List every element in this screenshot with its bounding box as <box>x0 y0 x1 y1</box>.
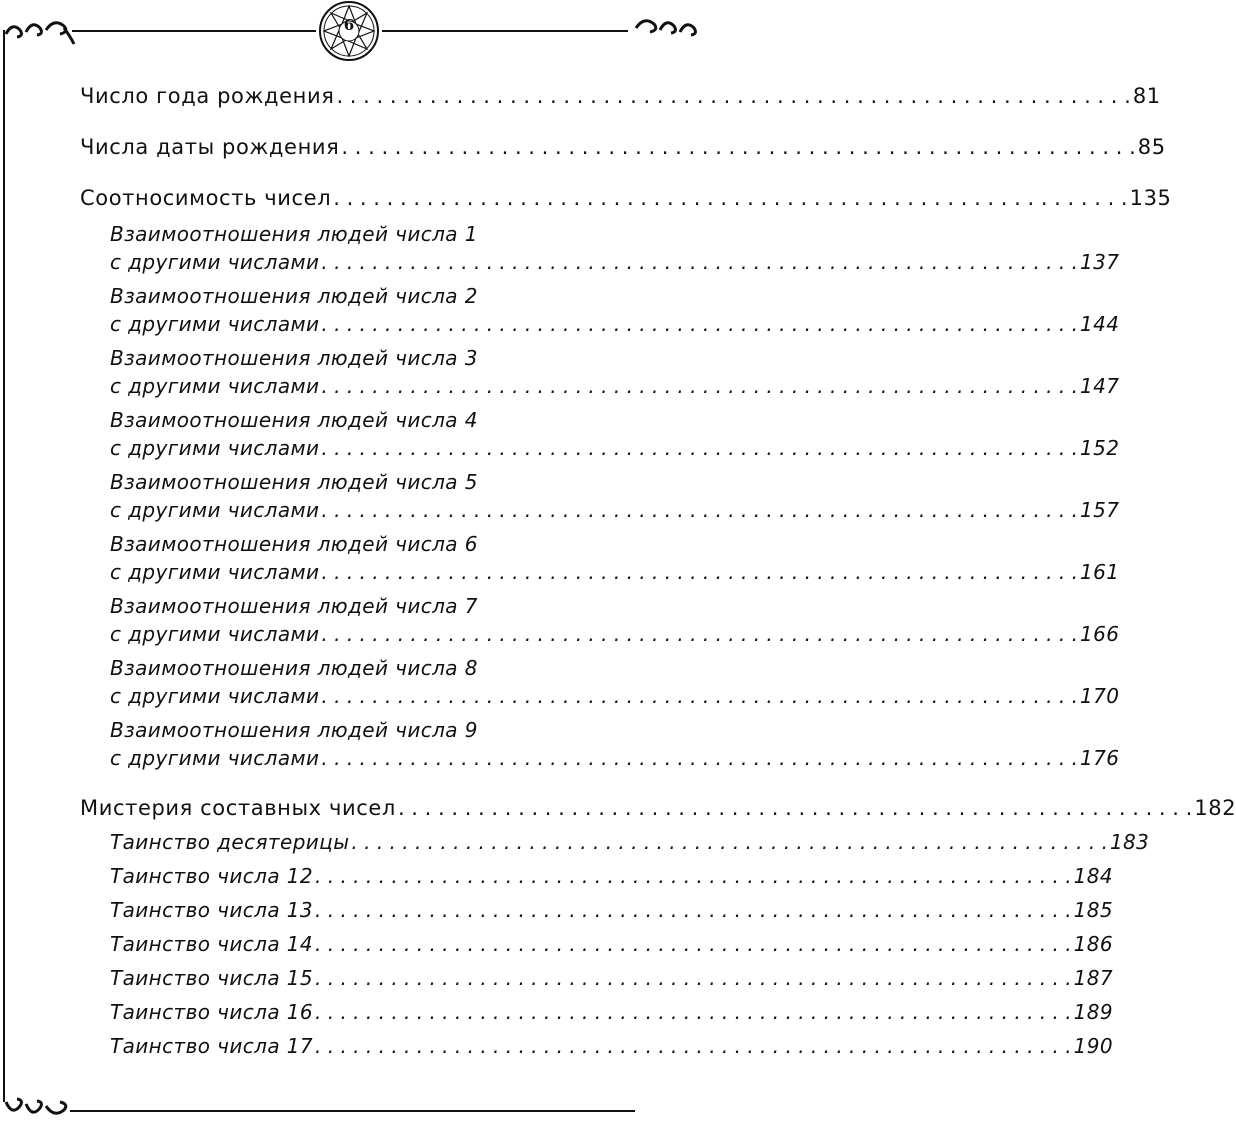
dot-leader: . . . . . . . . . . . . . . . . . . . . . . . . . . . . . . . . . . . . . . . . . . . . . . . . . . . . . . . . . . . . <box>315 1000 1072 1024</box>
toc-entry-label: с другими числами <box>110 560 320 584</box>
toc-entry-label: Таинство числа 17 <box>110 1034 314 1058</box>
toc-entry[interactable] <box>110 830 1150 854</box>
toc-page-number: 184 <box>1073 864 1113 888</box>
dot-leader: . . . . . . . . . . . . . . . . . . . . . . . . . . . . . . . . . . . . . . . . . . . . . . . . . . . . . . . . . . . . <box>315 1034 1072 1058</box>
toc-entry[interactable] <box>110 684 1120 708</box>
dot-leader: . . . . . . . . . . . . . . . . . . . . . . . . . . . . . . . . . . . . . . . . . . . . . . . . . . . . . . . . . . . . <box>321 622 1078 646</box>
toc-page-number: 152 <box>1079 436 1120 460</box>
dot-leader: . . . . . . . . . . . . . . . . . . . . . . . . . . . . . . . . . . . . . . . . . . . . . . . . . . . . . . . . . . . . <box>321 746 1078 770</box>
toc-page-number: 85 <box>1137 135 1166 159</box>
toc-entry[interactable] <box>110 932 1113 956</box>
dot-leader: . . . . . . . . . . . . . . . . . . . . . . . . . . . . . . . . . . . . . . . . . . . . . . . . . . . . . . . . . . . . <box>321 560 1078 584</box>
toc-entry-title-line: Взаимоотношения людей числа 7 <box>110 594 478 618</box>
toc-entry-label: Таинство числа 15 <box>110 966 314 990</box>
toc-entry-label: с другими числами <box>110 312 320 336</box>
toc-entry[interactable] <box>110 966 1113 990</box>
toc-entry[interactable] <box>110 312 1120 336</box>
toc-entry[interactable] <box>110 898 1113 922</box>
toc-entry[interactable] <box>110 436 1120 460</box>
toc-entry[interactable] <box>110 1034 1113 1058</box>
toc-entry[interactable] <box>110 1000 1113 1024</box>
dot-leader: . . . . . . . . . . . . . . . . . . . . . . . . . . . . . . . . . . . . . . . . . . . . . . . . . . . . . . . . . . . . <box>321 684 1078 708</box>
dot-leader: . . . . . . . . . . . . . . . . . . . . . . . . . . . . . . . . . . . . . . . . . . . . . . . . . . . . . . . . . . . . <box>321 436 1078 460</box>
dot-leader: . . . . . . . . . . . . . . . . . . . . . . . . . . . . . . . . . . . . . . . . . . . . . . . . . . . . . . . . . . . . <box>321 374 1078 398</box>
toc-entry[interactable] <box>110 746 1120 770</box>
toc-entry-label: с другими числами <box>110 374 320 398</box>
toc-entry-label: Числа даты рождения <box>80 135 340 159</box>
dot-leader: . . . . . . . . . . . . . . . . . . . . . . . . . . . . . . . . . . . . . . . . . . . . . . . . . . . . . . . . . . . . <box>315 864 1072 888</box>
dot-leader: . . . . . . . . . . . . . . . . . . . . . . . . . . . . . . . . . . . . . . . . . . . . . . . . . . . . . . . . . . . . <box>333 186 1128 210</box>
dot-leader: . . . . . . . . . . . . . . . . . . . . . . . . . . . . . . . . . . . . . . . . . . . . . . . . . . . . . . . . . . . . <box>321 250 1078 274</box>
toc-entry-label: с другими числами <box>110 746 320 770</box>
toc-page-number: 176 <box>1079 746 1120 770</box>
dot-leader: . . . . . . . . . . . . . . . . . . . . . . . . . . . . . . . . . . . . . . . . . . . . . . . . . . . . . . . . . . . . <box>321 312 1078 336</box>
toc-entry-title-line: Взаимоотношения людей числа 5 <box>110 470 478 494</box>
dot-leader: . . . . . . . . . . . . . . . . . . . . . . . . . . . . . . . . . . . . . . . . . . . . . . . . . . . . . . . . . . . . <box>336 84 1131 108</box>
toc-entry[interactable] <box>80 796 1236 820</box>
toc-page-number: 147 <box>1079 374 1120 398</box>
toc-page-number: 161 <box>1079 560 1120 584</box>
toc-page-number: 182 <box>1194 796 1236 820</box>
toc-entry-title-line: Взаимоотношения людей числа 1 <box>110 222 478 246</box>
toc-page-number: 170 <box>1079 684 1120 708</box>
toc-entry-label: Таинство числа 16 <box>110 1000 314 1024</box>
toc-entry-label: Таинство числа 14 <box>110 932 314 956</box>
toc-entry[interactable] <box>110 864 1113 888</box>
toc-page-number: 185 <box>1073 898 1113 922</box>
toc-entry-label: с другими числами <box>110 622 320 646</box>
dot-leader: . . . . . . . . . . . . . . . . . . . . . . . . . . . . . . . . . . . . . . . . . . . . . . . . . . . . . . . . . . . . <box>315 966 1072 990</box>
toc-entry-label: с другими числами <box>110 684 320 708</box>
toc-entry[interactable] <box>110 560 1120 584</box>
toc-entry[interactable] <box>110 250 1120 274</box>
toc-page-number: 189 <box>1073 1000 1113 1024</box>
toc-page-number: 135 <box>1129 186 1172 210</box>
toc-entry-label: Таинство десятерицы <box>110 830 350 854</box>
toc-page-number: 190 <box>1073 1034 1113 1058</box>
dot-leader: . . . . . . . . . . . . . . . . . . . . . . . . . . . . . . . . . . . . . . . . . . . . . . . . . . . . . . . . . . . . <box>397 796 1193 820</box>
dot-leader: . . . . . . . . . . . . . . . . . . . . . . . . . . . . . . . . . . . . . . . . . . . . . . . . . . . . . . . . . . . . <box>351 830 1108 854</box>
toc-entry-label: Соотносимость чисел <box>80 186 332 210</box>
toc-entry-label: Мистерия составных чисел <box>80 796 396 820</box>
toc-entry[interactable] <box>110 498 1120 522</box>
toc-entry-label: Число года рождения <box>80 84 335 108</box>
toc-entry-title-line: Взаимоотношения людей числа 6 <box>110 532 478 556</box>
toc-entry-label: с другими числами <box>110 250 320 274</box>
dot-leader: . . . . . . . . . . . . . . . . . . . . . . . . . . . . . . . . . . . . . . . . . . . . . . . . . . . . . . . . . . . . <box>341 135 1136 159</box>
toc-entry[interactable] <box>80 84 1161 108</box>
toc-page-number: 183 <box>1109 830 1150 854</box>
toc-entry[interactable] <box>110 622 1120 646</box>
toc-entry-title-line: Взаимоотношения людей числа 9 <box>110 718 478 742</box>
toc-entry-label: с другими числами <box>110 498 320 522</box>
toc-entry[interactable] <box>80 135 1166 159</box>
toc-page-number: 186 <box>1073 932 1113 956</box>
toc-entry[interactable] <box>80 186 1172 210</box>
dot-leader: . . . . . . . . . . . . . . . . . . . . . . . . . . . . . . . . . . . . . . . . . . . . . . . . . . . . . . . . . . . . <box>315 932 1072 956</box>
toc-page-number: 144 <box>1079 312 1120 336</box>
toc-page-number: 157 <box>1079 498 1120 522</box>
toc-entry-title-line: Взаимоотношения людей числа 2 <box>110 284 478 308</box>
toc-page-number: 137 <box>1079 250 1120 274</box>
dot-leader: . . . . . . . . . . . . . . . . . . . . . . . . . . . . . . . . . . . . . . . . . . . . . . . . . . . . . . . . . . . . <box>315 898 1072 922</box>
toc-entry-title-line: Взаимоотношения людей числа 8 <box>110 656 478 680</box>
toc-page-number: 187 <box>1073 966 1113 990</box>
toc-entry-label: Таинство числа 13 <box>110 898 314 922</box>
toc-entry-label: Таинство числа 12 <box>110 864 314 888</box>
toc-page-number: 166 <box>1079 622 1120 646</box>
toc-entry[interactable] <box>110 374 1120 398</box>
toc-page-number: 81 <box>1132 84 1161 108</box>
dot-leader: . . . . . . . . . . . . . . . . . . . . . . . . . . . . . . . . . . . . . . . . . . . . . . . . . . . . . . . . . . . . <box>321 498 1078 522</box>
toc-entry-label: с другими числами <box>110 436 320 460</box>
toc-entry-title-line: Взаимоотношения людей числа 3 <box>110 346 478 370</box>
toc-entry-title-line: Взаимоотношения людей числа 4 <box>110 408 478 432</box>
page-number: 6 <box>343 16 355 34</box>
